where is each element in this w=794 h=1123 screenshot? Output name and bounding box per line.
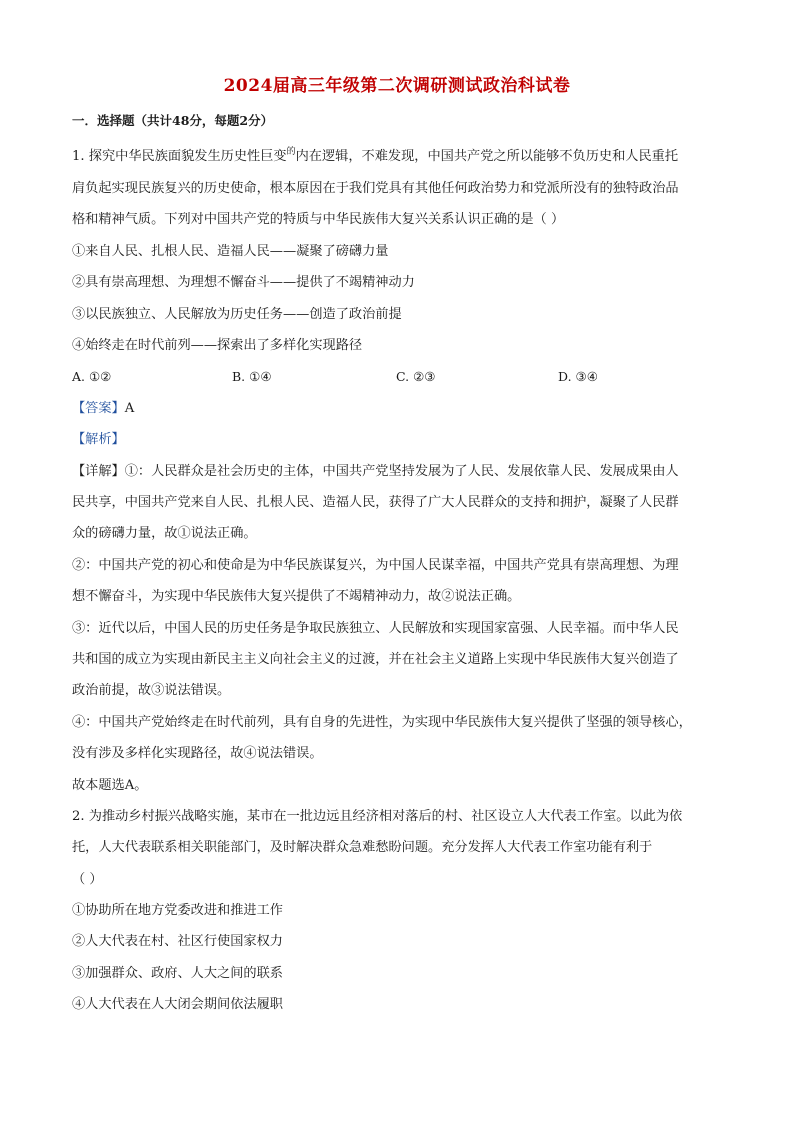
q1-detail-line: 众的磅礴力量，故①说法正确。 (72, 526, 257, 541)
q1-option-a: A. ①② (72, 369, 112, 384)
q1-detail-line: 想不懈奋斗，为实现中华民族伟大复兴提供了不竭精神动力，故②说法正确。 (72, 589, 521, 604)
q2-item: ④人大代表在人大闭会期间依法履职 (72, 997, 283, 1012)
q1-detail-line (72, 463, 679, 481)
detail-text: ①：人民群众是社会历史的主体，中国共产党坚持发展为了人民、发展依靠人民、发展成果由人 (124, 464, 679, 479)
q1-stem-text: 1. 探究中华民族面貌发生历史性巨变 (72, 149, 287, 164)
q1-option-c: C. ②③ (396, 369, 436, 384)
q1-item: ④始终走在时代前列——探索出了多样化实现路径 (72, 338, 363, 353)
q1-answer (72, 400, 134, 418)
q1-detail-line: ④：中国共产党始终走在时代前列，具有自身的先进性，为实现中华民族伟大复兴提供了坚强的领导核心， (72, 715, 692, 730)
q1-option-b: B. ①④ (232, 369, 272, 384)
q1-analysis-label (72, 431, 125, 449)
q2-stem-line-3: （ ） (72, 872, 103, 887)
q1-detail-line: 民共享，中国共产党来自人民、扎根人民、造福人民，获得了广大人民群众的支持和拥护，凝聚了人民群 (72, 495, 679, 510)
answer-label: 【答案】 (72, 401, 125, 416)
q1-stem-line-3: 格和精神气质。下列对中国共产党的特质与中华民族伟大复兴关系认识正确的是（ ） (72, 212, 565, 227)
q2-item: ①协助所在地方党委改进和推进工作 (72, 903, 283, 918)
q1-item: ③以民族独立、人民解放为历史任务——创造了政治前提 (72, 307, 402, 322)
q1-item: ②具有崇高理想、为理想不懈奋斗——提供了不竭精神动力 (72, 275, 415, 290)
q2-item: ③加强群众、政府、人大之间的联系 (72, 966, 283, 981)
q1-detail-line: ③：近代以后，中国人民的历史任务是争取民族独立、人民解放和实现国家富强、人民幸福。而中华人民 (72, 621, 679, 636)
q1-stem-line-1 (72, 148, 678, 167)
q1-option-d: D. ③④ (558, 369, 598, 384)
q1-detail-line: 政治前提，故③说法错误。 (72, 683, 231, 698)
q1-stem-line-2: 肩负起实现民族复兴的历史使命，根本原因在于我们党具有其他任何政治势力和党派所没有的独特政治品 (72, 181, 679, 196)
q2-stem-line-2: 托，人大代表联系相关职能部门，及时解决群众急难愁盼问题。充分发挥人大代表工作室功能有利于 (72, 840, 653, 855)
q2-stem-line-1: 2. 为推动乡村振兴战略实施，某市在一批边远且经济相对落后的村、社区设立人大代表工作室。以此为依 (72, 809, 683, 824)
q1-detail-line: 没有涉及多样化实现路径，故④说法错误。 (72, 746, 323, 761)
detail-label: 【详解】 (72, 464, 125, 479)
q1-conclusion: 故本题选A。 (72, 778, 148, 793)
q1-stem-text: 内在逻辑，不难发现，中国共产党之所以能够不负历史和人民重托 (295, 149, 679, 164)
q2-item: ②人大代表在村、社区行使国家权力 (72, 934, 283, 949)
analysis-label: 【解析】 (72, 432, 125, 447)
answer-value: A (124, 401, 135, 416)
q1-detail-line: 共和国的成立为实现由新民主主义向社会主义的过渡，并在社会主义道路上实现中华民族伟大复兴创造了 (72, 652, 679, 667)
section-heading: 一．选择题（共计48分，每题2分） (72, 113, 274, 128)
q1-item: ①来自人民、扎根人民、造福人民——凝聚了磅礴力量 (72, 244, 389, 259)
q1-stem-superscript: 的 (286, 147, 296, 157)
q1-detail-line: ②：中国共产党的初心和使命是为中华民族谋复兴，为中国人民谋幸福，中国共产党具有崇高理想、为理 (72, 558, 679, 573)
page-title: 2024届高三年级第二次调研测试政治科试卷 (223, 76, 571, 96)
